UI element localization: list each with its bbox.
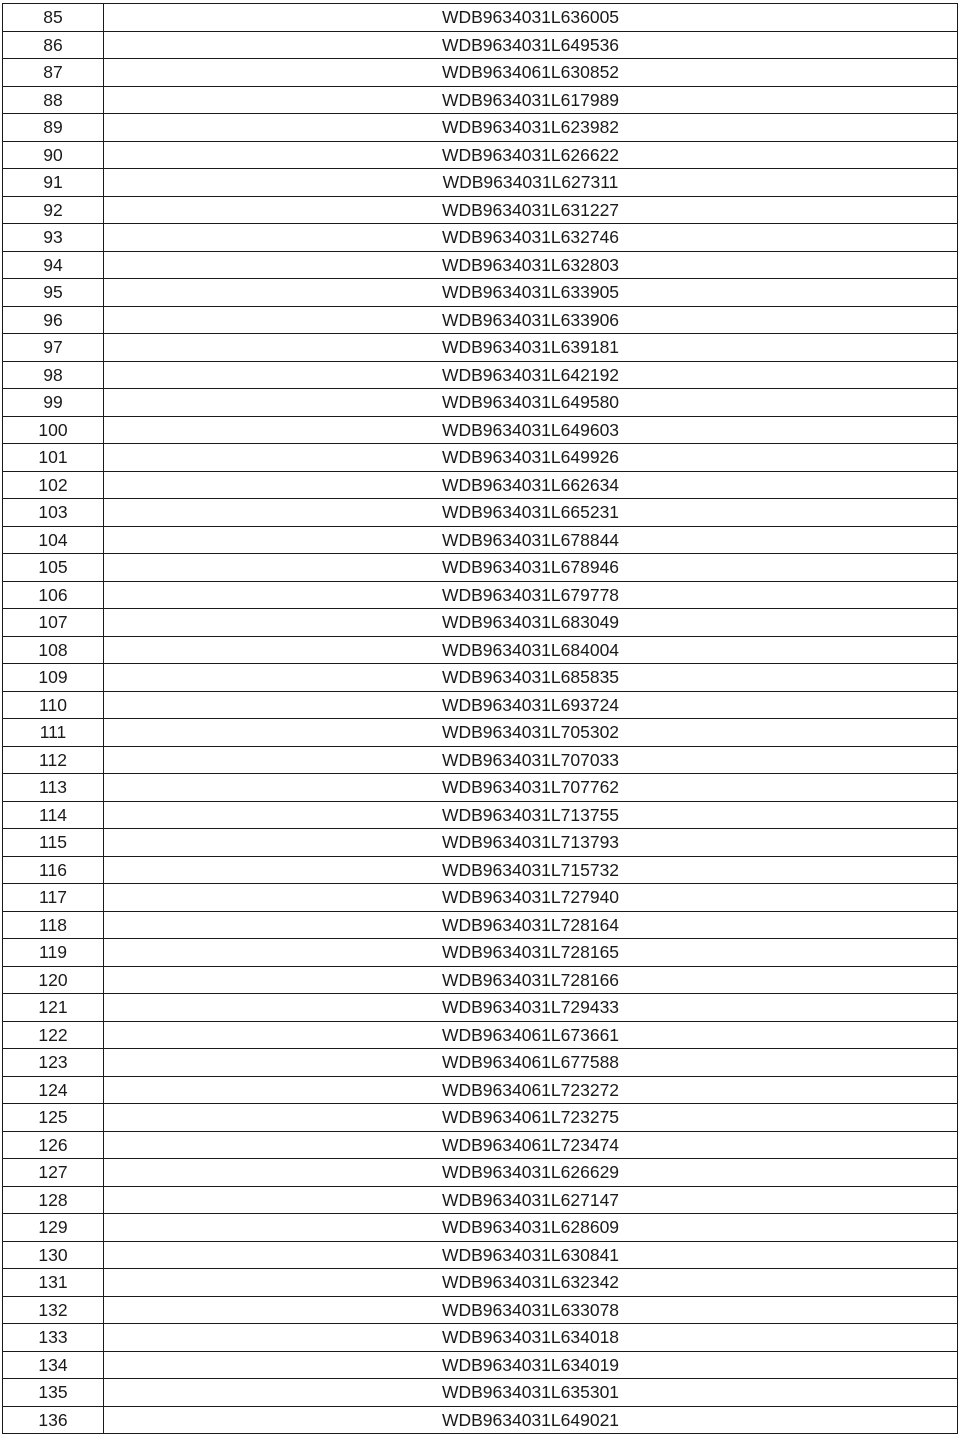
row-number-cell: 94 [3, 251, 104, 279]
vin-cell: WDB9634031L728166 [104, 966, 958, 994]
document-page [2, 3, 957, 1434]
row-number-cell: 117 [3, 884, 104, 912]
vin-cell: WDB9634031L705302 [104, 719, 958, 747]
vin-cell: WDB9634061L673661 [104, 1021, 958, 1049]
table-row [3, 416, 958, 444]
row-number-cell: 109 [3, 664, 104, 692]
row-number-cell: 93 [3, 224, 104, 252]
row-number-cell: 87 [3, 59, 104, 87]
vin-cell: WDB9634031L707033 [104, 746, 958, 774]
vin-cell: WDB9634031L679778 [104, 581, 958, 609]
row-number-cell: 85 [3, 4, 104, 32]
vin-cell: WDB9634031L633078 [104, 1296, 958, 1324]
row-number-cell: 116 [3, 856, 104, 884]
vin-cell: WDB9634031L642192 [104, 361, 958, 389]
vin-cell: WDB9634031L728164 [104, 911, 958, 939]
row-number-cell: 120 [3, 966, 104, 994]
vin-cell: WDB9634031L693724 [104, 691, 958, 719]
row-number-cell: 99 [3, 389, 104, 417]
table-row [3, 1241, 958, 1269]
vin-cell: WDB9634031L715732 [104, 856, 958, 884]
table-row [3, 1021, 958, 1049]
row-number-cell: 135 [3, 1379, 104, 1407]
row-number-cell: 113 [3, 774, 104, 802]
vin-cell: WDB9634061L723275 [104, 1104, 958, 1132]
table-row [3, 224, 958, 252]
row-number-cell: 107 [3, 609, 104, 637]
row-number-cell: 97 [3, 334, 104, 362]
vin-table [2, 3, 958, 1434]
table-row [3, 1324, 958, 1352]
table-row [3, 856, 958, 884]
table-row [3, 554, 958, 582]
row-number-cell: 121 [3, 994, 104, 1022]
vin-cell: WDB9634061L723272 [104, 1076, 958, 1104]
table-row [3, 609, 958, 637]
table-row [3, 59, 958, 87]
vin-cell: WDB9634031L626622 [104, 141, 958, 169]
table-row [3, 499, 958, 527]
table-row [3, 1214, 958, 1242]
table-row [3, 444, 958, 472]
vin-cell: WDB9634031L632342 [104, 1269, 958, 1297]
row-number-cell: 127 [3, 1159, 104, 1187]
vin-cell: WDB9634031L649926 [104, 444, 958, 472]
vin-cell: WDB9634031L678946 [104, 554, 958, 582]
row-number-cell: 88 [3, 86, 104, 114]
table-row [3, 141, 958, 169]
row-number-cell: 105 [3, 554, 104, 582]
row-number-cell: 128 [3, 1186, 104, 1214]
row-number-cell: 91 [3, 169, 104, 197]
table-row [3, 774, 958, 802]
vin-cell: WDB9634031L633906 [104, 306, 958, 334]
row-number-cell: 130 [3, 1241, 104, 1269]
vin-cell: WDB9634031L662634 [104, 471, 958, 499]
table-row [3, 691, 958, 719]
vin-cell: WDB9634031L729433 [104, 994, 958, 1022]
table-row [3, 4, 958, 32]
table-row [3, 279, 958, 307]
vin-cell: WDB9634031L727940 [104, 884, 958, 912]
vin-cell: WDB9634031L713793 [104, 829, 958, 857]
table-row [3, 664, 958, 692]
table-row [3, 1351, 958, 1379]
vin-cell: WDB9634031L649603 [104, 416, 958, 444]
row-number-cell: 118 [3, 911, 104, 939]
row-number-cell: 134 [3, 1351, 104, 1379]
row-number-cell: 126 [3, 1131, 104, 1159]
table-row [3, 719, 958, 747]
row-number-cell: 108 [3, 636, 104, 664]
vin-cell: WDB9634031L627147 [104, 1186, 958, 1214]
table-row [3, 994, 958, 1022]
table-row [3, 471, 958, 499]
row-number-cell: 103 [3, 499, 104, 527]
vin-cell: WDB9634061L723474 [104, 1131, 958, 1159]
row-number-cell: 104 [3, 526, 104, 554]
row-number-cell: 129 [3, 1214, 104, 1242]
table-row [3, 1131, 958, 1159]
table-row [3, 636, 958, 664]
row-number-cell: 124 [3, 1076, 104, 1104]
row-number-cell: 110 [3, 691, 104, 719]
table-row [3, 911, 958, 939]
row-number-cell: 136 [3, 1406, 104, 1434]
vin-cell: WDB9634031L678844 [104, 526, 958, 554]
vin-cell: WDB9634031L728165 [104, 939, 958, 967]
vin-cell: WDB9634031L649536 [104, 31, 958, 59]
table-row [3, 746, 958, 774]
row-number-cell: 90 [3, 141, 104, 169]
vin-cell: WDB9634031L635301 [104, 1379, 958, 1407]
vin-cell: WDB9634031L649580 [104, 389, 958, 417]
row-number-cell: 86 [3, 31, 104, 59]
table-row [3, 31, 958, 59]
vin-cell: WDB9634031L627311 [104, 169, 958, 197]
vin-cell: WDB9634031L630841 [104, 1241, 958, 1269]
table-row [3, 1406, 958, 1434]
table-row [3, 361, 958, 389]
vin-cell: WDB9634031L713755 [104, 801, 958, 829]
table-row [3, 1269, 958, 1297]
table-row [3, 1104, 958, 1132]
vin-cell: WDB9634031L649021 [104, 1406, 958, 1434]
table-row [3, 306, 958, 334]
table-row [3, 86, 958, 114]
vin-cell: WDB9634031L634018 [104, 1324, 958, 1352]
vin-cell: WDB9634031L707762 [104, 774, 958, 802]
table-row [3, 526, 958, 554]
vin-cell: WDB9634031L633905 [104, 279, 958, 307]
table-row [3, 966, 958, 994]
vin-cell: WDB9634031L634019 [104, 1351, 958, 1379]
table-row [3, 939, 958, 967]
row-number-cell: 131 [3, 1269, 104, 1297]
row-number-cell: 106 [3, 581, 104, 609]
table-row [3, 801, 958, 829]
row-number-cell: 98 [3, 361, 104, 389]
row-number-cell: 95 [3, 279, 104, 307]
row-number-cell: 96 [3, 306, 104, 334]
table-row [3, 196, 958, 224]
table-row [3, 169, 958, 197]
vin-cell: WDB9634061L630852 [104, 59, 958, 87]
vin-cell: WDB9634031L639181 [104, 334, 958, 362]
vin-cell: WDB9634031L683049 [104, 609, 958, 637]
row-number-cell: 89 [3, 114, 104, 142]
vin-cell: WDB9634031L617989 [104, 86, 958, 114]
table-row [3, 884, 958, 912]
table-row [3, 114, 958, 142]
row-number-cell: 132 [3, 1296, 104, 1324]
row-number-cell: 133 [3, 1324, 104, 1352]
row-number-cell: 101 [3, 444, 104, 472]
row-number-cell: 92 [3, 196, 104, 224]
vin-cell: WDB9634031L626629 [104, 1159, 958, 1187]
vin-cell: WDB9634031L632803 [104, 251, 958, 279]
vin-cell: WDB9634061L677588 [104, 1049, 958, 1077]
vin-cell: WDB9634031L685835 [104, 664, 958, 692]
vin-cell: WDB9634031L632746 [104, 224, 958, 252]
table-row [3, 1049, 958, 1077]
table-row [3, 1186, 958, 1214]
vin-cell: WDB9634031L636005 [104, 4, 958, 32]
table-row [3, 581, 958, 609]
table-row [3, 829, 958, 857]
vin-cell: WDB9634031L684004 [104, 636, 958, 664]
table-row [3, 1379, 958, 1407]
vin-cell: WDB9634031L631227 [104, 196, 958, 224]
row-number-cell: 102 [3, 471, 104, 499]
row-number-cell: 111 [3, 719, 104, 747]
table-row [3, 334, 958, 362]
table-row [3, 1076, 958, 1104]
row-number-cell: 122 [3, 1021, 104, 1049]
vin-cell: WDB9634031L628609 [104, 1214, 958, 1242]
row-number-cell: 125 [3, 1104, 104, 1132]
vin-cell: WDB9634031L623982 [104, 114, 958, 142]
table-row [3, 1159, 958, 1187]
row-number-cell: 123 [3, 1049, 104, 1077]
row-number-cell: 114 [3, 801, 104, 829]
row-number-cell: 100 [3, 416, 104, 444]
row-number-cell: 112 [3, 746, 104, 774]
vin-cell: WDB9634031L665231 [104, 499, 958, 527]
row-number-cell: 119 [3, 939, 104, 967]
table-row [3, 389, 958, 417]
vin-table-body [3, 4, 958, 1434]
table-row [3, 251, 958, 279]
table-row [3, 1296, 958, 1324]
row-number-cell: 115 [3, 829, 104, 857]
